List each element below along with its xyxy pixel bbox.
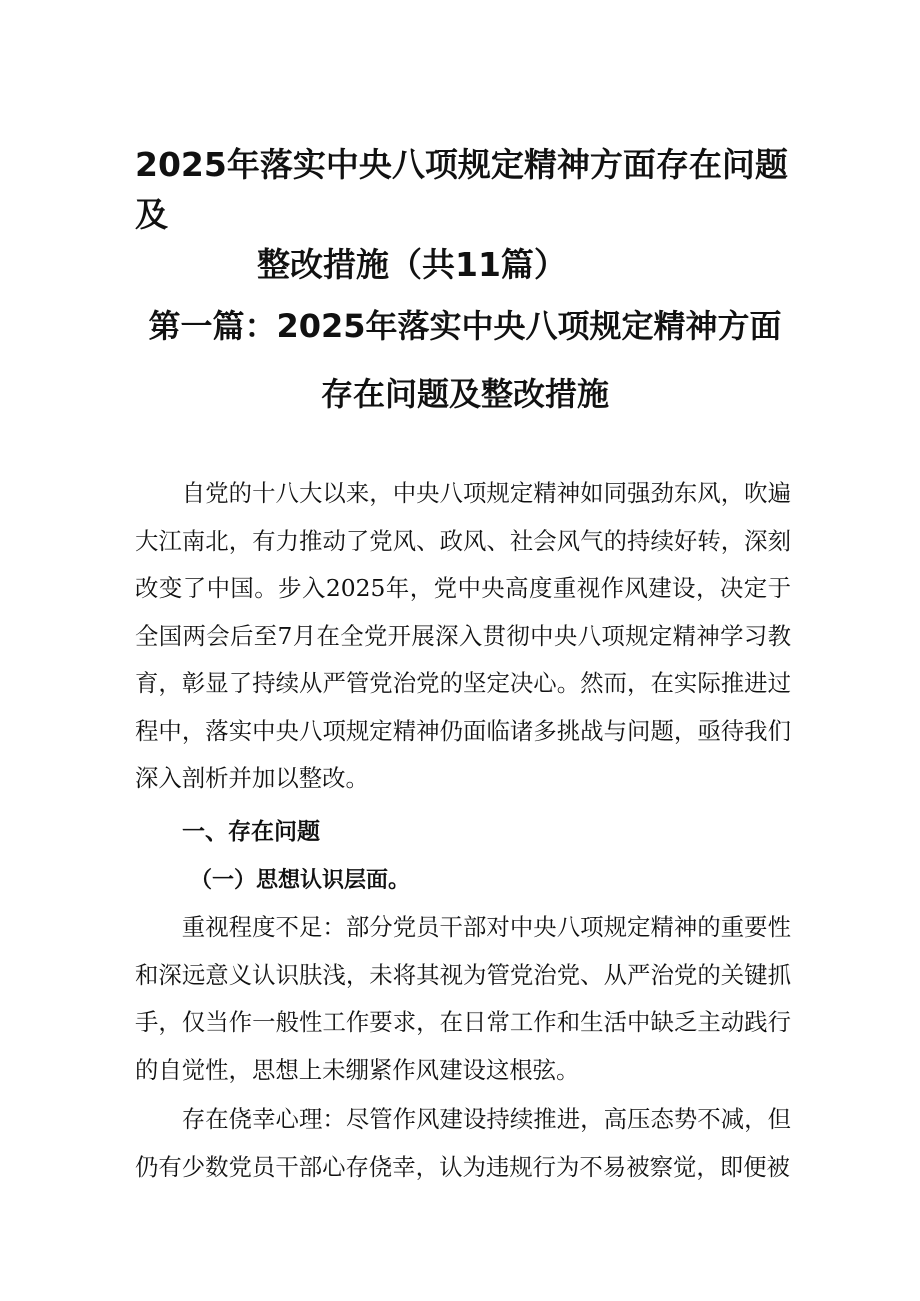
paragraph-insufficient-attention: 重视程度不足：部分党员干部对中央八项规定精神的重要性和深远意义认识肤浅，未将其视为管党治党、从严治党的关键抓手，仅当作一般性工作要求，在日常工作和生活中缺乏主动践行的自觉性，思想上未绷紧作风建设这根弦。 xyxy=(135,913,791,1084)
document-title-line-1: 2025年落实中央八项规定精神方面存在问题及 xyxy=(135,145,788,234)
intro-paragraph: 自党的十八大以来，中央八项规定精神如同强劲东风，吹遍大江南北，有力推动了党风、政风、社会风气的持续好转，深刻改变了中国。步入2025年，党中央高度重视作风建设，决定于全国两会后至7月在全党开展深入贯彻中央八项规定精神学习教育，彰显了持续从严管党治党的坚定决心。然而，在实际推进过程中，落实中央八项规定精神仍面临诸多挑战与问题，亟待我们深入剖析并加以整改。 xyxy=(135,479,791,792)
subsection-heading: （一）思想认识层面。 xyxy=(190,867,411,893)
paragraph-fluke-mentality: 存在侥幸心理：尽管作风建设持续推进，高压态势不减，但仍有少数党员干部心存侥幸，认为违规行为不易被察觉，即便被 xyxy=(135,1105,791,1181)
document-title xyxy=(135,140,795,290)
section-heading: 一、存在问题 xyxy=(182,819,320,845)
document-title-line-2: 整改措施（共11篇） xyxy=(257,245,567,284)
chapter-title: 第一篇：2025年落实中央八项规定精神方面存在问题及整改措施 xyxy=(148,307,782,413)
